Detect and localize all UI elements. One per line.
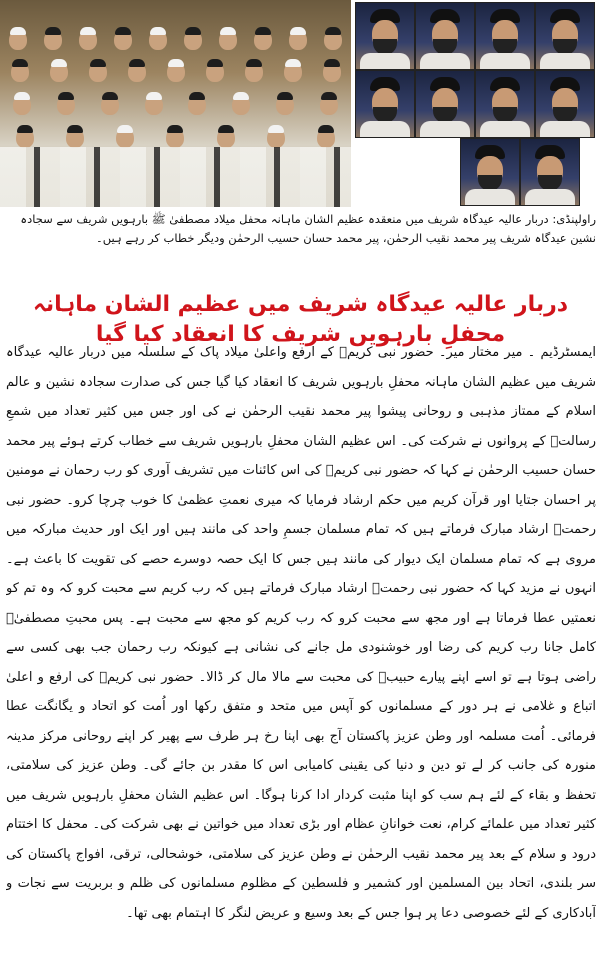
headline: دربار عالیہ عیدگاہ شریف میں عظیم الشان ماہانہ محفلِ بارہویں شریف کا انعقاد کیا گیا [32,292,569,347]
news-photo [0,0,601,207]
portrait [415,2,475,70]
portrait [535,70,595,138]
portrait [535,2,595,70]
portrait [355,2,415,70]
article-body: ایمسٹرڈیم ۔ میر مختار میر۔ حضور نبی کریمؐ کے ارفع واعلیٰ میلاد پاک کے سلسلہ میں دربار عالیہ عیدگاہ شریف میں عظیم الشان ماہانہ محفلِ بارہویں شریف کا انعقاد کیا گیا جس کی صدارت سجادہ نشین و عالم اسلام کے ممتاز مذہبی و روحانی پیشوا پیر محمد نقیب الرحمٰن نے کی اور جس میں کثیر تعداد میں شمعِ رسالتؐ کے پروانوں نے شرکت کی۔ اس عظیم الشان محفلِ بارہویں شریف سے خطاب کرتے ہوئے پیر محمد حسان حسیب الرحمٰن نے کہا کہ حضور نبی کریمؐ کی اس کائنات میں تشریف آوری کو رب رحمان نے مومنین پر احسان جتایا اور قرآن کریم میں حکم ارشاد فرمایا کہ میری نعمتِ عظمیٰ کا خوب چرچا کرو۔ حضور نبی رحمتؐ ارشاد مبارک فرماتے ہیں کہ تمام مسلمان جسمِ واحد کی مانند ہیں اور ایک اور حدیث مبارکہ میں مروی ہے کہ تمام مسلمان ایک دیوار کی مانند ہیں جس کا ایک حصہ دوسرے حصے کی تقویت کا باعث ہے۔ انہوں نے مزید کہا کہ حضور نبی رحمتؐ ارشاد مبارک فرماتے ہیں کہ رب کریم سے محبت کرو کہ وہ تم کو نعمتیں عطا فرماتا ہے اور مجھ سے محبت کرو کہ رب کریم کو مجھ سے محبت ہے۔ پس محبتِ مصطفیٰؐ کامل جانا رب کریم کی رضا اور خوشنودی مل جانے کی نشانی ہے کیونکہ رب رحمان جب بھی کسی سے راضی ہوتا ہے تو اسے اپنے پیارے حبیبؐ کی محبت سے مالا مال کر ڈالا۔ حضور نبی کریمؐ کی ارفع و اعلیٰ اتباع و غلامی نے ہر دور کے مسلمانوں کو آپس میں متحد و متفق رکھا اور اُمت کو اتحاد و یگانگت عطا فرمائی۔ اُمت مسلمہ اور وطن عزیز پاکستان آج بھی اپنا رخ ہر طرف سے پھیر کر اپنے روحانی مرکز مدینہ منورہ کی جانب کر لے تو دین و دنیا کی یقینی کامیابی اس کا مقدر بن جائے گی۔ وطن عزیز کی سلامتی، تحفظ و بقاء کے لئے ہم سب کو اپنا مثبت کردار ادا کرنا ہوگا۔ اس عظیم الشان محفلِ بارہویں شریف میں کثیر تعداد میں علمائے کرام، نعت خوانانِ عظام اور بڑی تعداد میں خواتین نے بھی شرکت کی۔ محفل کا اختتام درود و سلام کے بعد پیر محمد نقیب الرحمٰن نے وطن عزیز کی سلامتی، خوشحالی، ترقی، افواج پاکستان کی سر بلندی، اتحاد بین المسلمین اور کشمیر و فلسطین کے مظلوم مسلمانوں کی ظلم و بربریت سے نجات و آبادکاری کے لئے خصوصی دعا پر ہوا جس کے بعد وسیع و عریض لنگر کا اہتمام بھی تھا۔ [6,345,596,921]
portrait [475,2,535,70]
portrait [415,70,475,138]
crowd-photo [0,0,351,207]
portrait [520,138,580,206]
photo-caption: راولپنڈی: دربار عالیہ عیدگاہ شریف میں منعقدہ عظیم الشان ماہانہ محفل میلاد مصطفیٰ ﷺ بارہویں شریف سے سجادہ نشین عیدگاہ شریف پیر محمد نقیب الرحمٰن، پیر محمد حسان حسیب الرحمٰن ودیگر خطاب کر رہے ہیں۔ [20,212,596,245]
portrait [475,70,535,138]
portrait [355,70,415,138]
portrait [460,138,520,206]
